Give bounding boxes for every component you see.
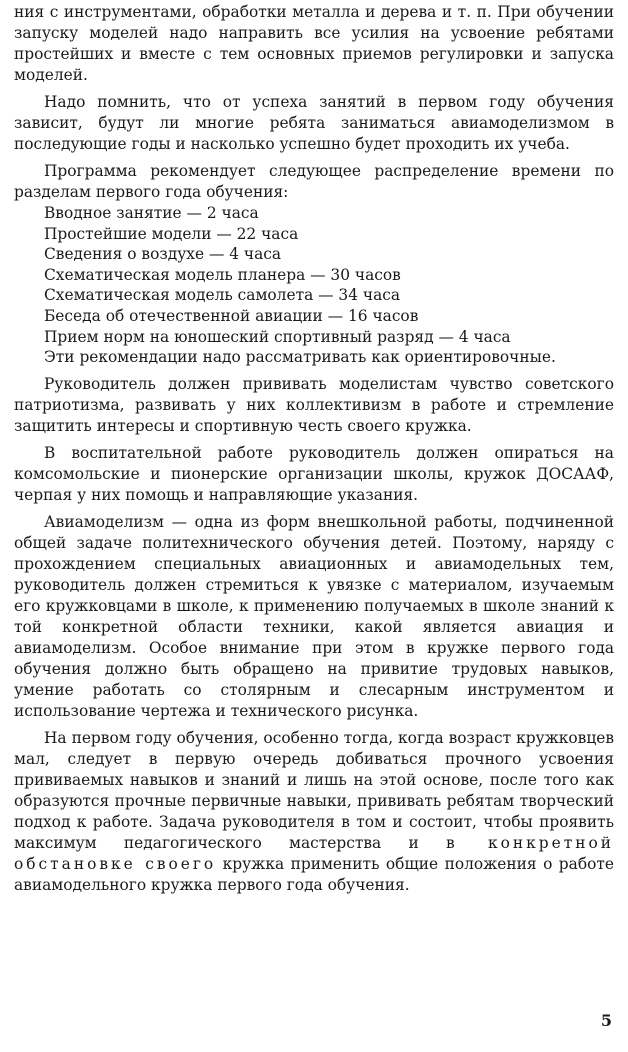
paragraph-patriotism: Руководитель должен прививать моделистам чувство советского патриотизма, развивать у них коллективизм в работе и стремление защитить интересы и спортивную честь своего кружка. <box>14 375 614 436</box>
schedule-item: Схематическая модель самолета — 34 часа <box>44 286 401 305</box>
schedule-item: Простейшие модели — 22 часа <box>44 224 299 243</box>
paragraph-first-year <box>14 728 614 896</box>
paragraph-first-year-success: Надо помнить, что от успеха занятий в первом году обучения зависит, будут ли многие ребята заниматься авиамоделизмом в последующие годы и насколько успешно будет проходить их учеба. <box>14 93 614 153</box>
page-body <box>14 2 614 902</box>
paragraph-first-year-start: На первом году обучения, особенно тогда, когда возраст кружковцев мал, следует в первую очередь добиваться прочного усвоения прививаемых навыков и знаний и лишь на этой основе, после того как образуются прочные первичные навыки, прививать ребятам творческий подход к работе. Задача руководителя в том и состоит, чтобы проявить максимум педагогического мастерства и <box>14 729 614 853</box>
spaced-emphasis: в конкретной обстановке своего <box>14 834 614 874</box>
schedule-list <box>14 203 614 347</box>
paragraph-first-year-end: кружка применить общие положения о работе авиамодельного кружка первого года обучения. <box>14 855 614 895</box>
paragraph-continued: ния с инструментами, обработки металла и дерева и т. п. При обучении запуску моделей надо направить все усилия на усвоение ребятами простейших и вместе с тем основных приемов регулировки и запуска моделей. <box>14 3 614 84</box>
schedule-item: Схематическая модель планера — 30 часов <box>44 265 401 284</box>
paragraph-aeromodelling: Авиамоделизм — одна из форм внешкольной работы, подчиненной общей задаче политехнического обучения детей. Поэтому, наряду с прохождением специальных авиационных и авиамодельных тем, руководитель должен стремиться к увязке с материалом, изучаемым его кружковцами в школе, к применению получаемых в школе знаний к той конкретной области техники, какой является авиация и авиамоделизм. Особое внимание при этом в кружке первого года обучения должно быть обращено на привитие трудовых навыков, умение работать со столярным и слесарным инструментом и использование чертежа и технического рисунка. <box>14 513 614 721</box>
paragraph-education-work: В воспитательной работе руководитель должен опираться на комсомольские и пионерские организации школы, кружок ДОСААФ, черпая у них помощь и направляющие указания. <box>14 444 614 505</box>
paragraph-recommendations: Эти рекомендации надо рассматривать как ориентировочные. <box>44 348 556 367</box>
schedule-item: Беседа об отечественной авиации — 16 часов <box>44 306 419 325</box>
schedule-item: Прием норм на юношеский спортивный разряд — 4 часа <box>44 327 511 346</box>
schedule-item: Сведения о воздухе — 4 часа <box>44 245 282 264</box>
page-number: 5 <box>600 1011 612 1030</box>
schedule-item: Вводное занятие — 2 часа <box>44 204 259 222</box>
paragraph-program-intro: Программа рекомендует следующее распределение времени по разделам первого года обучения: <box>14 162 614 201</box>
